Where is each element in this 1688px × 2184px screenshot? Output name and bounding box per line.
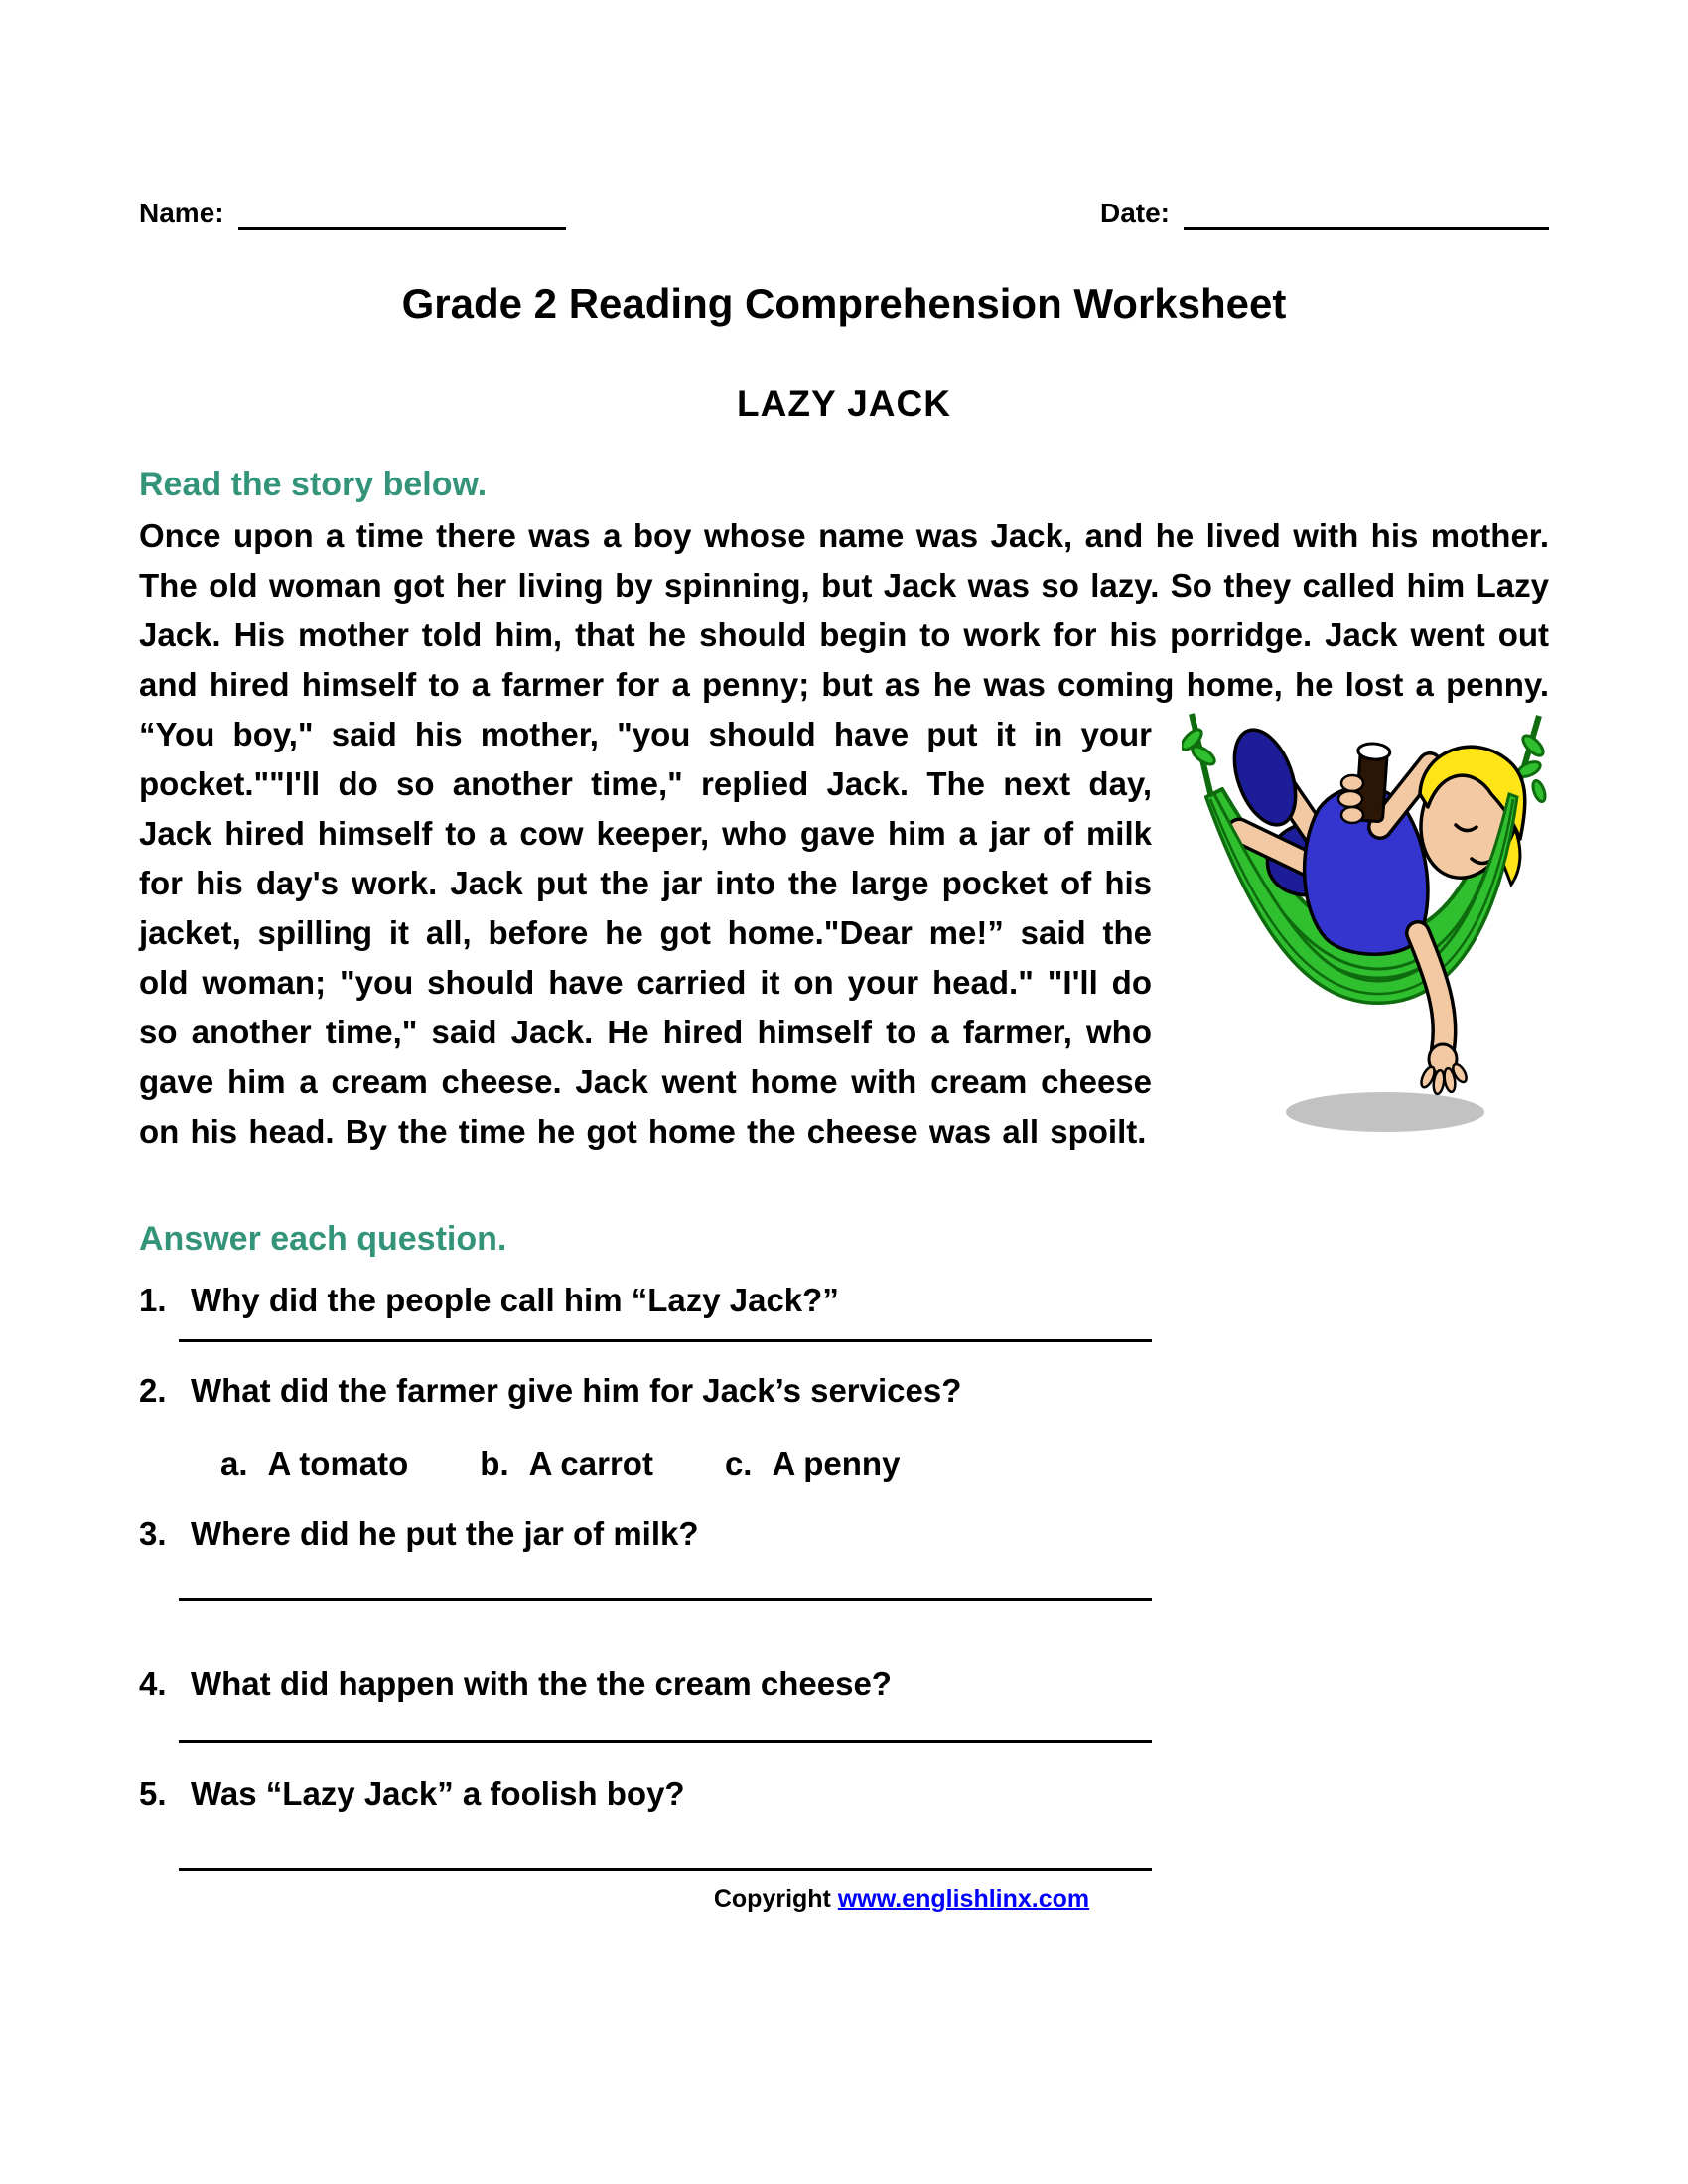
name-blank-line <box>238 194 566 230</box>
answer-line-3 <box>179 1598 1152 1601</box>
page-title: Grade 2 Reading Comprehension Worksheet <box>401 280 1287 327</box>
date-field <box>1100 194 1549 230</box>
option-c <box>725 1439 901 1489</box>
question-1-text: Why did the people call him “Lazy Jack?” <box>191 1282 839 1318</box>
question-4-text: What did happen with the the cream cheese? <box>191 1665 892 1702</box>
answer-questions-heading: Answer each question. <box>139 1220 507 1258</box>
lazy-boy-hammock-image <box>1182 710 1549 1142</box>
option-b-label: b. <box>480 1445 509 1482</box>
story-text: Once upon a time there was a boy whose name was Jack, and he lived with his mother. The old woman got her living by spinning, but Jack was so lazy. So they called him Lazy Jack. His mother told him, that he should begin to work for his porridge. Jack went out and hired himself to a farmer for a penny; but as he was coming home, he lost a penny. “You boy," said his mother, "you should have put it in your pocket.""I'll do so another time," replied Jack. The next day, Jack hired himself to a cow keeper, who gave him a jar of milk for his day's work. Jack put the jar into the large pocket of his jacket, spilling it all, before he got home."Dear me!” said the old woman; "you should have carried it on your head." "I'll do so another time," said Jack. He hired himself to a farmer, who gave him a cream cheese. Jack went home with cream cheese on his head. By the time he got home the cheese was all spoilt. <box>139 517 1549 1150</box>
option-b-text: A carrot <box>528 1445 653 1482</box>
question-1-number: 1. <box>139 1282 167 1318</box>
question-2 <box>139 1366 1549 1416</box>
shadow-ellipse <box>1286 1092 1484 1132</box>
question-3-number: 3. <box>139 1515 167 1552</box>
question-5-number: 5. <box>139 1775 167 1812</box>
name-label: Name: <box>139 198 224 228</box>
name-field <box>139 194 566 230</box>
date-blank-line <box>1184 194 1549 230</box>
question-5-text: Was “Lazy Jack” a foolish boy? <box>191 1775 685 1812</box>
option-a-text: A tomato <box>267 1445 409 1482</box>
hammock-illustration <box>1152 710 1549 1142</box>
copyright-footer <box>197 1883 1607 1915</box>
question-2-options <box>139 1439 1549 1489</box>
option-b <box>480 1439 653 1489</box>
option-a <box>220 1439 408 1489</box>
header <box>139 0 1549 230</box>
question-4 <box>139 1659 1549 1708</box>
englishlinx-link[interactable]: www.englishlinx.com <box>837 1885 1090 1913</box>
answer-line-1 <box>179 1339 1152 1342</box>
read-story-heading: Read the story below. <box>139 466 488 503</box>
story-title: LAZY JACK <box>737 383 951 424</box>
option-c-label: c. <box>724 1445 753 1482</box>
answer-line-5 <box>179 1868 1152 1871</box>
answer-line-4 <box>179 1740 1152 1743</box>
option-a-label: a. <box>220 1445 248 1482</box>
question-3-text: Where did he put the jar of milk? <box>191 1515 699 1552</box>
option-c-text: A penny <box>772 1445 901 1482</box>
question-5 <box>139 1769 1549 1819</box>
question-4-number: 4. <box>139 1665 167 1702</box>
question-2-text: What did the farmer give him for Jack’s services? <box>191 1372 962 1409</box>
question-1 <box>139 1276 1549 1325</box>
question-3 <box>139 1509 1549 1559</box>
date-label: Date: <box>1099 198 1170 228</box>
hand-on-glass <box>1338 775 1363 823</box>
copyright-text: Copyright <box>713 1885 831 1913</box>
question-2-number: 2. <box>139 1372 167 1409</box>
story-paragraph <box>139 511 1549 1157</box>
